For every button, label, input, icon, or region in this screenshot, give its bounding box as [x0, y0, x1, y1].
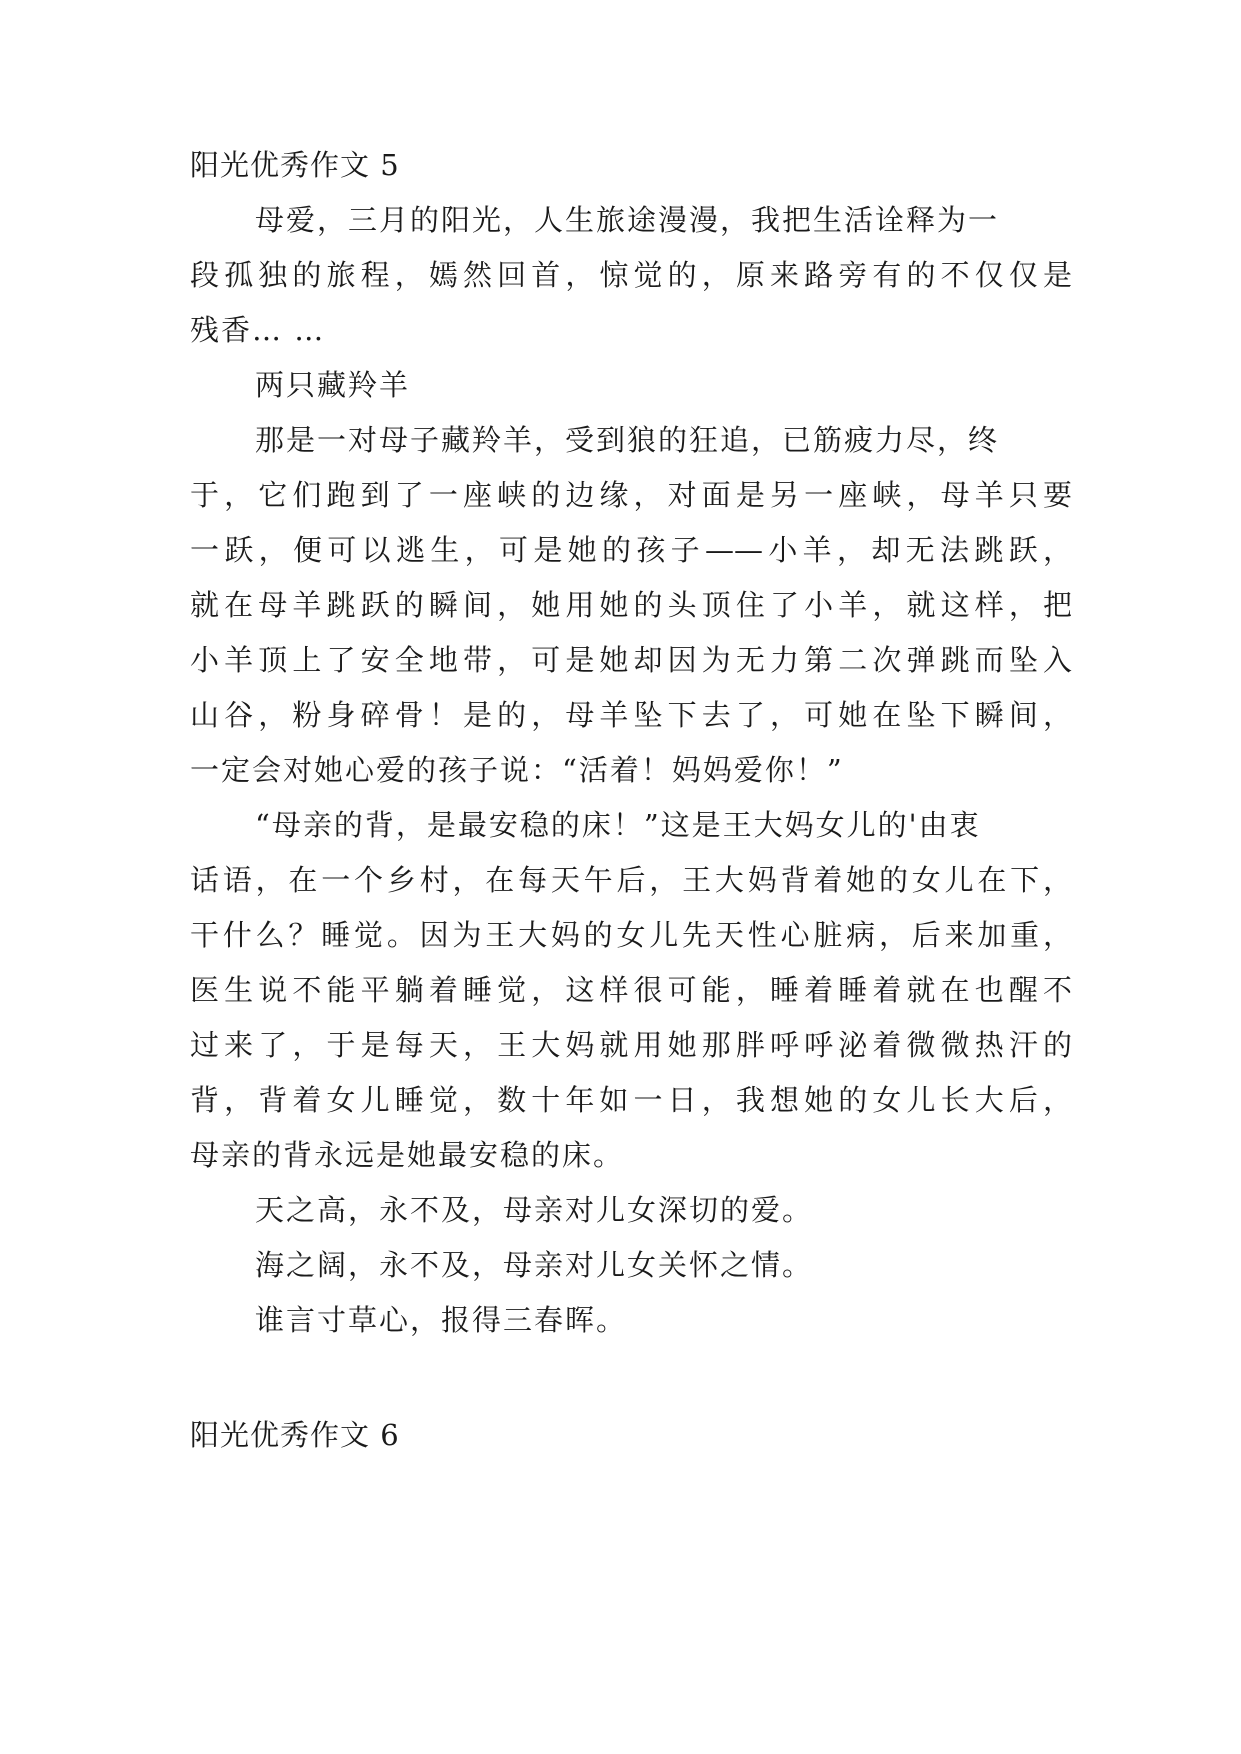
section-title: 阳光优秀作文 5 — [190, 148, 400, 182]
paragraph-line: 就在母羊跳跃的瞬间，她用她的头顶住了小羊，就这样，把 — [190, 588, 1072, 622]
paragraph-line: 医生说不能平躺着睡觉，这样很可能，睡着睡着就在也醒不 — [190, 973, 1072, 1007]
paragraph-line: 背，背着女儿睡觉，数十年如一日，我想她的女儿长大后， — [190, 1083, 1072, 1117]
paragraph-line: 小羊顶上了安全地带，可是她却因为无力第二次弹跳而坠入 — [190, 643, 1072, 677]
paragraph-line: 那是一对母子藏羚羊，受到狼的狂追，已筋疲力尽，终 — [255, 423, 1000, 457]
paragraph-line: 段孤独的旅程，嫣然回首，惊觉的，原来路旁有的不仅仅是 — [190, 258, 1072, 292]
paragraph-line: 于，它们跑到了一座峡的边缘，对面是另一座峡，母羊只要 — [190, 478, 1072, 512]
subheading: 两只藏羚羊 — [255, 368, 411, 402]
paragraph-line: 谁言寸草心，报得三春晖。 — [255, 1303, 628, 1337]
section-title: 阳光优秀作文 6 — [190, 1418, 400, 1452]
paragraph-line: 母亲的背永远是她最安稳的床。 — [190, 1138, 625, 1172]
paragraph-line: 天之高，永不及，母亲对儿女深切的爱。 — [255, 1193, 814, 1227]
paragraph-line: “母亲的背，是最安稳的床！”这是王大妈女儿的'由衷 — [255, 808, 981, 842]
paragraph-line: 山谷，粉身碎骨！是的，母羊坠下去了，可她在坠下瞬间， — [190, 698, 1072, 732]
paragraph-line: 残香… … — [190, 313, 326, 347]
paragraph-line: 一定会对她心爱的孩子说：“活着！妈妈爱你！” — [190, 753, 844, 787]
paragraph-line: 海之阔，永不及，母亲对儿女关怀之情。 — [255, 1248, 814, 1282]
paragraph-line: 一跃，便可以逃生，可是她的孩子——小羊，却无法跳跃， — [190, 533, 1072, 567]
paragraph-line: 话语，在一个乡村，在每天午后，王大妈背着她的女儿在下， — [190, 863, 1072, 897]
paragraph-line: 母爱，三月的阳光，人生旅途漫漫，我把生活诠释为一 — [255, 203, 1000, 237]
paragraph-line: 干什么？睡觉。因为王大妈的女儿先天性心脏病，后来加重， — [190, 918, 1072, 952]
paragraph-line: 过来了，于是每天，王大妈就用她那胖呼呼泌着微微热汗的 — [190, 1028, 1072, 1062]
